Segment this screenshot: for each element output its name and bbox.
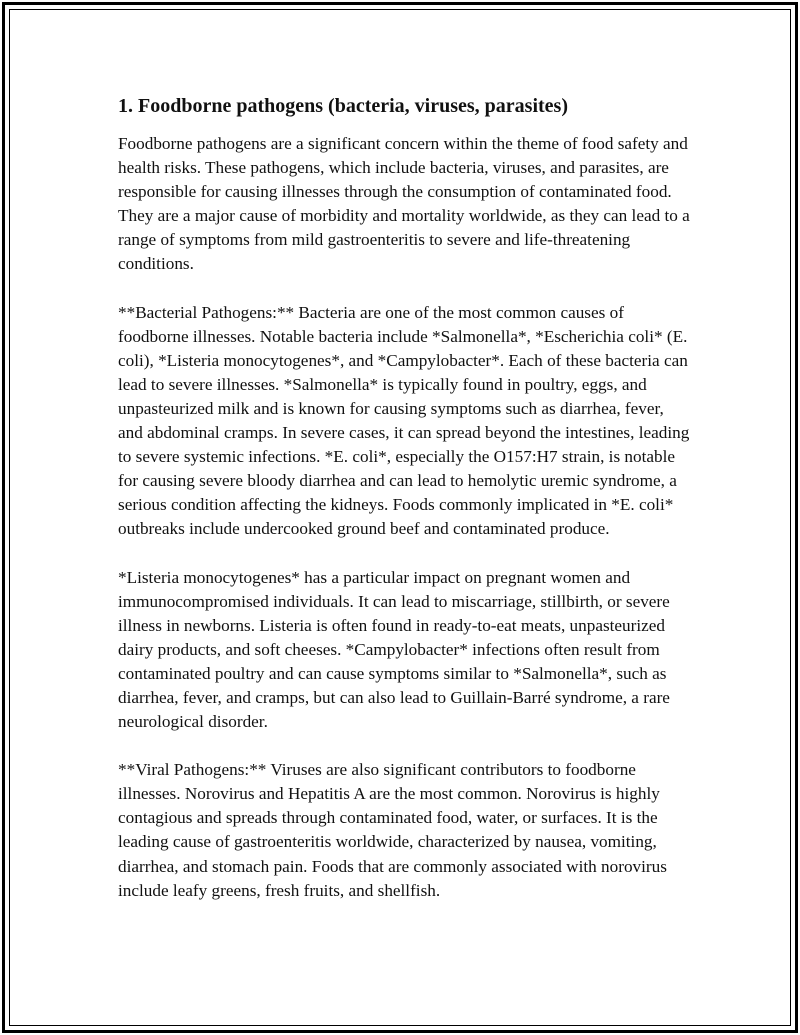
paragraph-intro: Foodborne pathogens are a significant concern within the theme of food safety and health risks. These pathogens, which include bacteria, viruses, and parasites, are responsible for causing illnesses through the consumption of contaminated food. They are a major cause of morbidity and mortality worldwide, as they can lead to a range of symptoms from mild gastroenteritis to severe and life-threatening conditions. bbox=[118, 134, 690, 274]
paragraph-bacterial-pathogens: **Bacterial Pathogens:** Bacteria are one of the most common causes of foodborne illnesses. Notable bacteria include *Salmonella*, *Escherichia coli* (E. coli), *Listeria monocytogenes*, and *Campylobacter*. Each of these bacteria can lead to severe illnesses. *Salmonella* is typically found in poultry, eggs, and unpasteurized milk and is known for causing symptoms such as diarrhea, fever, and abdominal cramps. In severe cases, it can spread beyond the intestines, leading to severe systemic infections. *E. coli*, especially the O157:H7 strain, is notable for causing severe bloody diarrhea and can lead to hemolytic uremic syndrome, a serious condition affecting the kidneys. Foods commonly implicated in *E. coli* outbreaks include undercooked ground beef and contaminated produce. bbox=[118, 302, 690, 539]
section-heading: 1. Foodborne pathogens (bacteria, viruses, parasites) bbox=[118, 95, 568, 117]
document-body bbox=[118, 92, 690, 927]
paragraph-viral-pathogens: **Viral Pathogens:** Viruses are also significant contributors to foodborne illnesses. Norovirus and Hepatitis A are the most common. Norovirus is highly contagious and spreads through contaminated food, water, or surfaces. It is the leading cause of gastroenteritis worldwide, characterized by nausea, vomiting, diarrhea, and stomach pain. Foods that are commonly associated with norovirus include leafy greens, fresh fruits, and shellfish. bbox=[118, 760, 667, 900]
paragraph-listeria-campylobacter: *Listeria monocytogenes* has a particular impact on pregnant women and immunocompromised individuals. It can lead to miscarriage, stillbirth, or severe illness in newborns. Listeria is often found in ready-to-eat meats, unpasteurized dairy products, and soft cheeses. *Campylobacter* infections often result from contaminated poultry and can cause symptoms similar to *Salmonella*, such as diarrhea, fever, and cramps, but can also lead to Guillain-Barré syndrome, a rare neurological disorder. bbox=[118, 567, 670, 732]
